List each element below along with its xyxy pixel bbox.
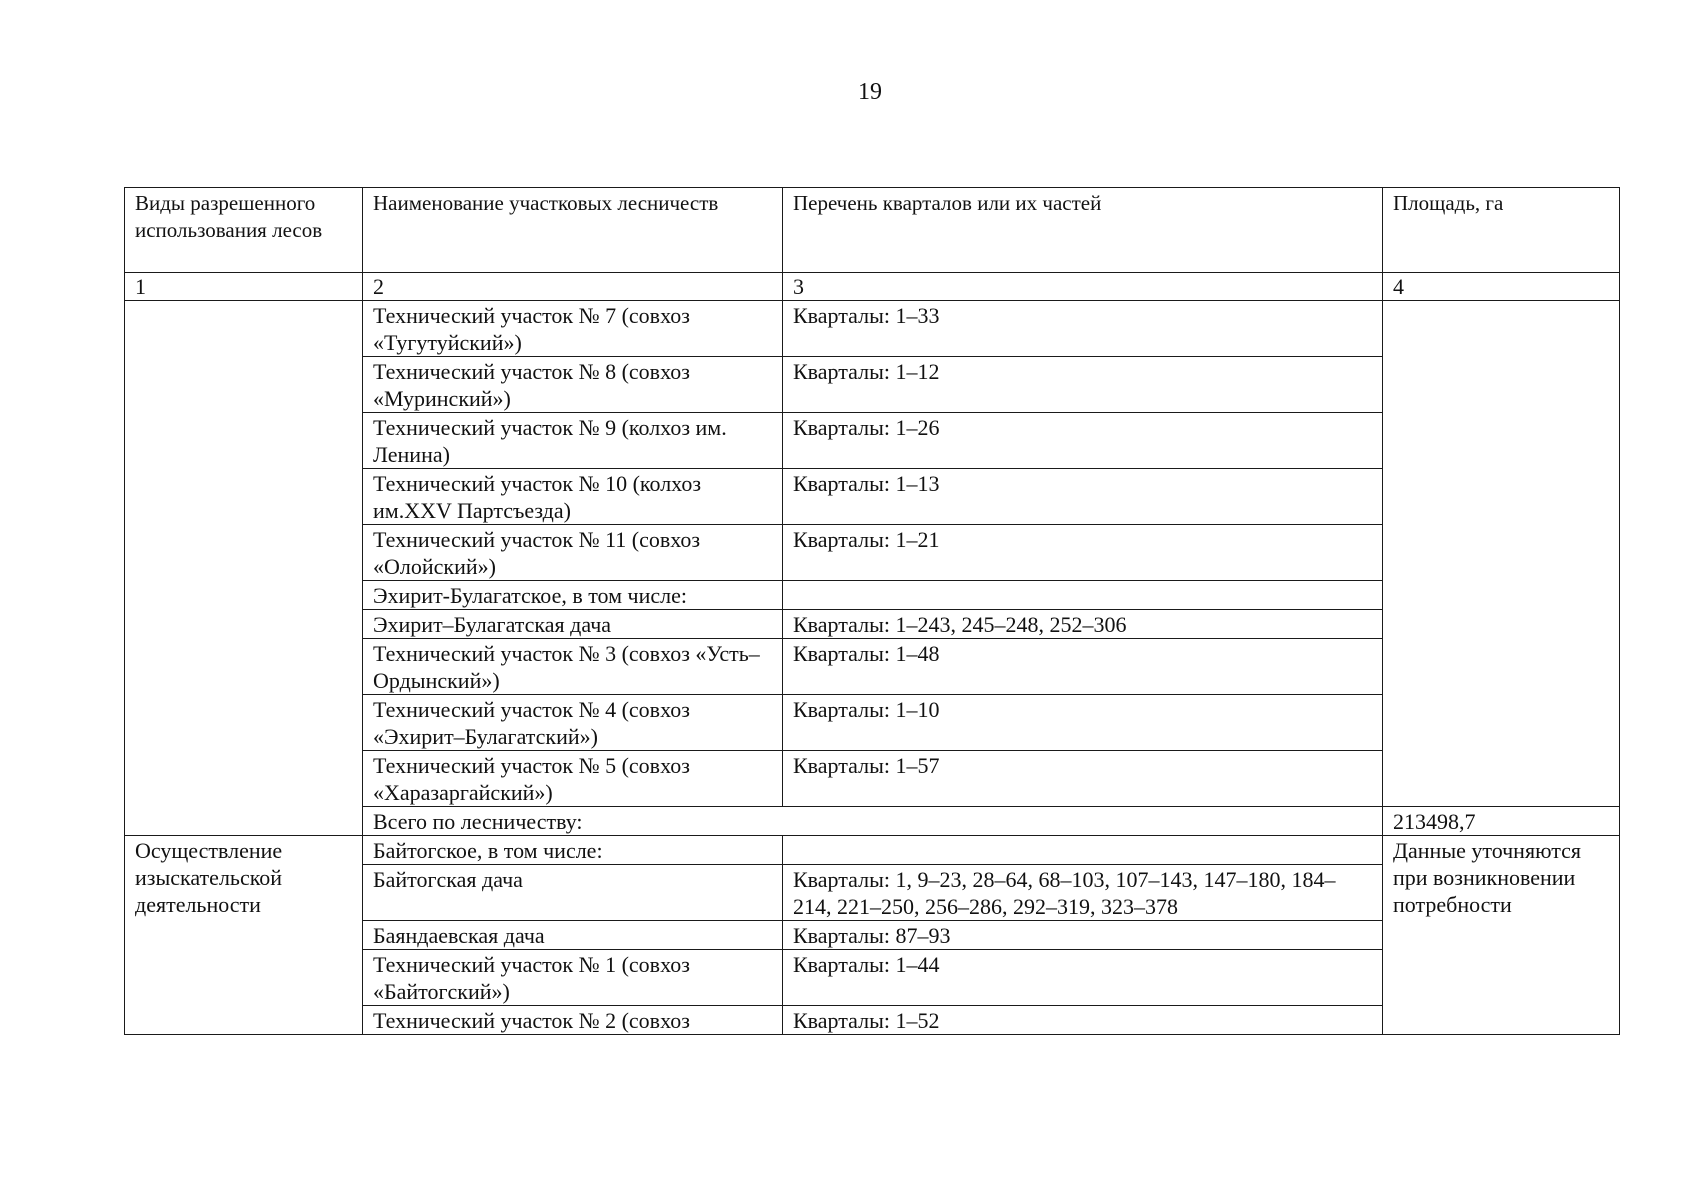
quarters-cell bbox=[783, 836, 1383, 865]
forestry-name-cell: Технический участок № 2 (совхоз bbox=[363, 1006, 783, 1035]
forestry-name-cell: Эхирит–Булагатская дача bbox=[363, 610, 783, 639]
forest-quarters-table bbox=[124, 187, 1620, 1035]
column-number: 1 bbox=[125, 273, 363, 301]
area-cell-empty bbox=[1383, 301, 1620, 807]
header-use-type: Виды разрешенного использования лесов bbox=[125, 188, 363, 273]
column-number: 2 bbox=[363, 273, 783, 301]
forestry-name-cell: Эхирит-Булагатское, в том числе: bbox=[363, 581, 783, 610]
forestry-name-cell: Технический участок № 11 (совхоз «Олойский») bbox=[363, 525, 783, 581]
forestry-name-cell: Технический участок № 5 (совхоз «Харазаргайский») bbox=[363, 751, 783, 807]
quarters-cell bbox=[783, 581, 1383, 610]
quarters-cell: Кварталы: 1–44 bbox=[783, 950, 1383, 1006]
forestry-name-cell: Технический участок № 7 (совхоз «Тугутуйский») bbox=[363, 301, 783, 357]
quarters-cell: Кварталы: 1–57 bbox=[783, 751, 1383, 807]
quarters-cell: Кварталы: 1–52 bbox=[783, 1006, 1383, 1035]
header-quarters-list: Перечень кварталов или их частей bbox=[783, 188, 1383, 273]
page-number: 19 bbox=[858, 79, 882, 105]
forestry-name-cell: Байтогская дача bbox=[363, 865, 783, 921]
table-row bbox=[125, 836, 1620, 865]
forestry-name-cell: Байтогское, в том числе: bbox=[363, 836, 783, 865]
table-row bbox=[125, 301, 1620, 357]
quarters-cell: Кварталы: 1–12 bbox=[783, 357, 1383, 413]
column-number-row bbox=[125, 273, 1620, 301]
column-number: 3 bbox=[783, 273, 1383, 301]
column-number: 4 bbox=[1383, 273, 1620, 301]
total-value: 213498,7 bbox=[1383, 807, 1620, 836]
forestry-name-cell: Технический участок № 4 (совхоз «Эхирит–Булагатский») bbox=[363, 695, 783, 751]
use-type-cell-empty bbox=[125, 301, 363, 836]
quarters-cell: Кварталы: 1–243, 245–248, 252–306 bbox=[783, 610, 1383, 639]
header-forestry-name: Наименование участковых лесничеств bbox=[363, 188, 783, 273]
table-header-row bbox=[125, 188, 1620, 273]
forestry-name-cell: Баяндаевская дача bbox=[363, 921, 783, 950]
quarters-cell: Кварталы: 1–33 bbox=[783, 301, 1383, 357]
quarters-cell: Кварталы: 1–48 bbox=[783, 639, 1383, 695]
total-label: Всего по лесничеству: bbox=[363, 807, 1383, 836]
quarters-cell: Кварталы: 1–10 bbox=[783, 695, 1383, 751]
quarters-cell: Кварталы: 1–26 bbox=[783, 413, 1383, 469]
area-note-cell: Данные уточняются при возникновении потребности bbox=[1383, 836, 1620, 1035]
forestry-name-cell: Технический участок № 8 (совхоз «Муринский») bbox=[363, 357, 783, 413]
quarters-cell: Кварталы: 1, 9–23, 28–64, 68–103, 107–143, 147–180, 184–214, 221–250, 256–286, 292–319, 323–378 bbox=[783, 865, 1383, 921]
quarters-cell: Кварталы: 87–93 bbox=[783, 921, 1383, 950]
forestry-name-cell: Технический участок № 9 (колхоз им. Ленина) bbox=[363, 413, 783, 469]
quarters-cell: Кварталы: 1–13 bbox=[783, 469, 1383, 525]
forestry-name-cell: Технический участок № 3 (совхоз «Усть–Ордынский») bbox=[363, 639, 783, 695]
header-area: Площадь, га bbox=[1383, 188, 1620, 273]
quarters-cell: Кварталы: 1–21 bbox=[783, 525, 1383, 581]
use-type-cell: Осуществление изыскательской деятельности bbox=[125, 836, 363, 1035]
forestry-name-cell: Технический участок № 1 (совхоз «Байтогский») bbox=[363, 950, 783, 1006]
forestry-name-cell: Технический участок № 10 (колхоз им.XXV Партсъезда) bbox=[363, 469, 783, 525]
